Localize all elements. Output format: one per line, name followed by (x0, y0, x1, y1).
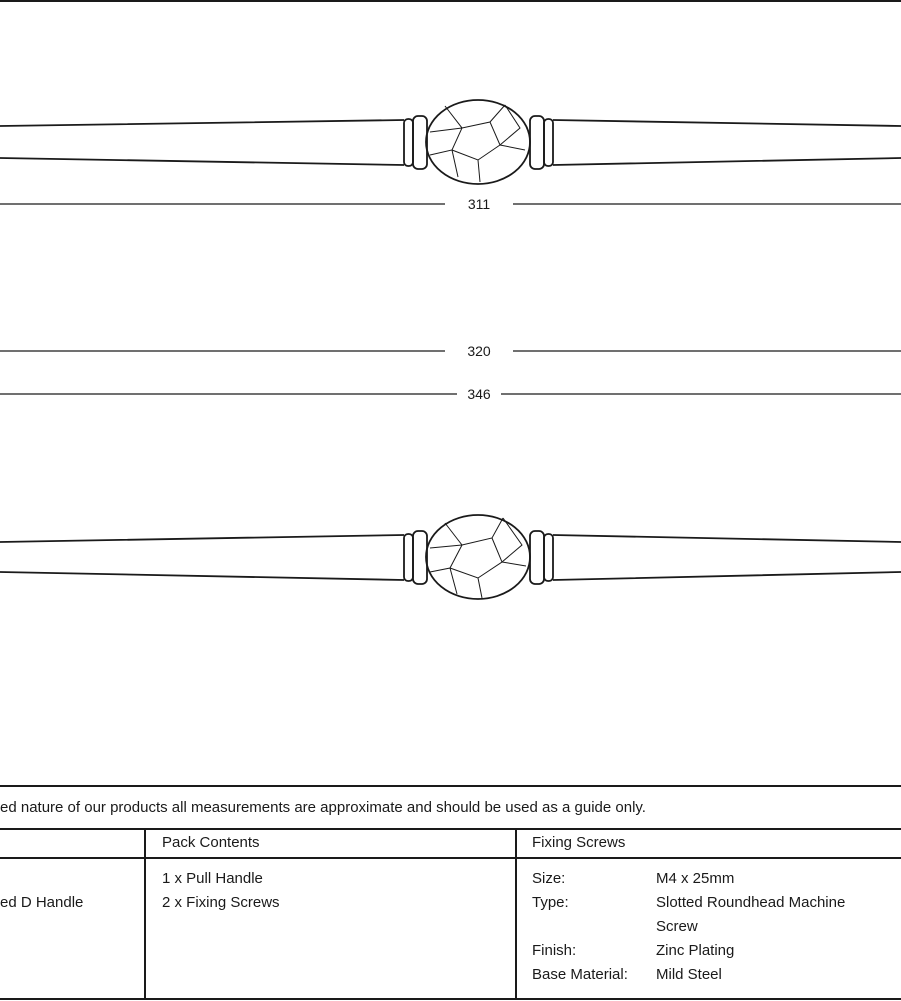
table-header-divider (0, 857, 901, 859)
crackle-pattern (430, 518, 526, 598)
fixing-screws-header: Fixing Screws (532, 834, 626, 851)
spec-label-size: Size: (532, 870, 566, 887)
dimension-label-311: 311 (467, 196, 491, 212)
handle-right-arm (553, 535, 901, 580)
spec-value-finish: Zinc Plating (656, 942, 735, 959)
spec-value-type-continued: Screw (656, 918, 698, 935)
spec-value-base-material: Mild Steel (656, 966, 722, 983)
crackle-knob (426, 515, 530, 599)
table-column-divider-2 (515, 828, 517, 1000)
spec-label-base-material: Base Material: (532, 966, 628, 983)
crackle-pattern (430, 105, 525, 182)
spec-label-type: Type: (532, 894, 569, 911)
handle-right-arm (553, 120, 901, 165)
crackle-knob (426, 100, 530, 184)
product-name: ed D Handle (0, 894, 84, 911)
pack-contents-header: Pack Contents (162, 834, 260, 851)
footer-top-border (0, 785, 901, 787)
spec-label-finish: Finish: (532, 942, 577, 959)
handle-right-collar-ring (530, 531, 544, 584)
handle-top-view (0, 100, 901, 184)
handle-right-collar-ring (530, 116, 544, 169)
table-column-divider-1 (144, 828, 146, 1000)
handle-left-arm (0, 535, 404, 580)
spec-value-type: Slotted Roundhead Machine (656, 894, 846, 911)
pack-item: 1 x Pull Handle (162, 870, 263, 887)
handle-left-arm (0, 120, 404, 165)
spec-value-size: M4 x 25mm (656, 870, 735, 887)
handle-left-collar (404, 534, 413, 581)
handle-left-collar (404, 119, 413, 166)
handle-left-collar-ring (413, 531, 427, 584)
dimension-label-346: 346 (467, 386, 491, 402)
dimension-label-320: 320 (467, 343, 491, 359)
handle-left-collar-ring (413, 116, 427, 169)
pack-item: 2 x Fixing Screws (162, 894, 280, 911)
handle-right-collar (544, 534, 553, 581)
table-top-border (0, 828, 901, 830)
measurement-disclaimer: ed nature of our products all measurements are approximate and should be used as a guide only. (0, 799, 646, 816)
handle-right-collar (544, 119, 553, 166)
handle-bottom-view (0, 515, 901, 599)
table-bottom-border (0, 998, 901, 1000)
